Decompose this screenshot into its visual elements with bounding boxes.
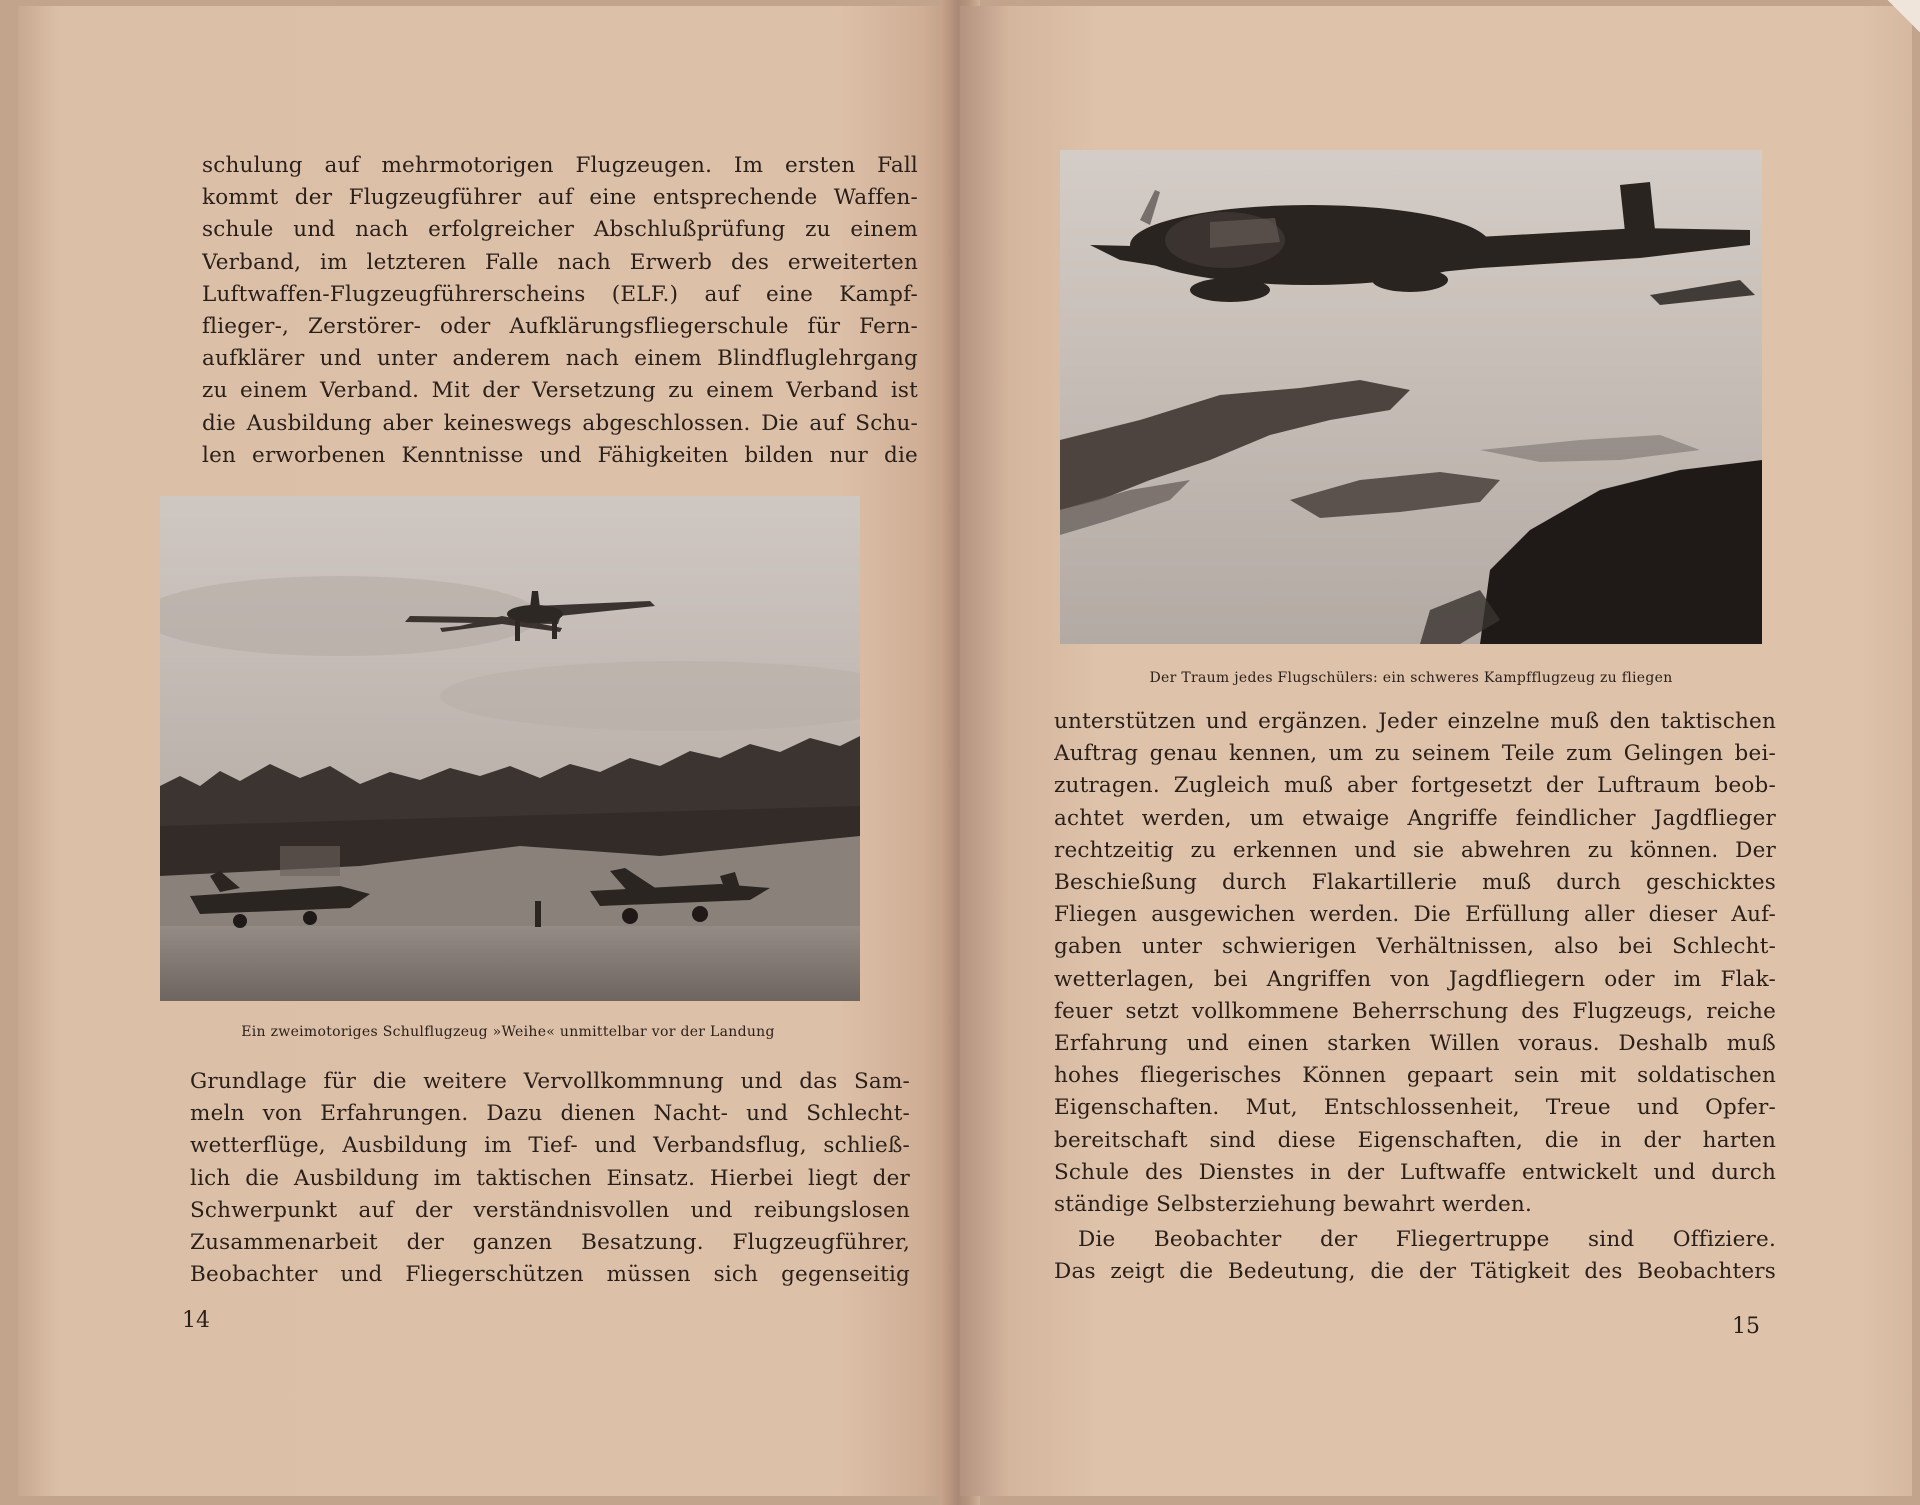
text-line: wetterflüge, Ausbildung im Tief- und Verbandsflug, schließ- (190, 1133, 910, 1159)
text-line: flieger-, Zerstörer- oder Aufklärungsfliegerschule für Fern- (202, 314, 918, 340)
trainer-landing-photo (160, 496, 860, 1001)
trainer-landing-image (160, 496, 860, 1001)
text-line: lich die Ausbildung im taktischen Einsatz. Hierbei liegt der (190, 1165, 910, 1191)
text-line: Das zeigt die Bedeutung, die der Tätigkeit des Beobachters (1054, 1259, 1776, 1285)
text-line: kommt der Flugzeugführer auf eine entsprechende Waffen- (202, 185, 918, 211)
left-page (18, 6, 958, 1496)
left-photo-caption: Ein zweimotoriges Schulflugzeug »Weihe« unmittelbar vor der Landung (241, 1024, 775, 1040)
right-page-number: 15 (1732, 1314, 1760, 1339)
page-corner-fold (1880, 0, 1920, 40)
text-line: zu einem Verband. Mit der Versetzung zu einem Verband ist (202, 378, 918, 404)
right-photo-caption: Der Traum jedes Flugschülers: ein schweres Kampfflugzeug zu fliegen (1149, 670, 1673, 686)
text-line: hohes fliegerisches Können gepaart sein mit soldatischen (1054, 1063, 1776, 1089)
bomber-flight-image (1060, 150, 1762, 644)
text-line: Eigenschaften. Mut, Entschlossenheit, Treue und Opfer- (1054, 1095, 1776, 1121)
text-line: bereitschaft sind diese Eigenschaften, die in der harten (1054, 1127, 1776, 1153)
text-line: zutragen. Zugleich muß aber fortgesetzt der Luftraum beob- (1054, 773, 1776, 799)
text-line: Schule des Dienstes in der Luftwaffe entwickelt und durch (1054, 1159, 1776, 1185)
text-line: aufklärer und unter anderem nach einem Blindfluglehrgang (202, 346, 918, 372)
text-line: rechtzeitig zu erkennen und sie abwehren zu können. Der (1054, 837, 1776, 863)
text-line: Grundlage für die weitere Vervollkommnung und das Sam- (190, 1069, 910, 1094)
text-line: ständige Selbsterziehung bewahrt werden. (1054, 1192, 1533, 1218)
text-line: Erfahrung und einen starken Willen voraus. Deshalb muß (1054, 1031, 1776, 1057)
left-bottom-paragraph (190, 1066, 910, 1291)
text-line: meln von Erfahrungen. Dazu dienen Nacht- und Schlecht- (190, 1101, 910, 1127)
text-line: feuer setzt vollkommene Beherrschung des Flugzeugs, reiche (1054, 998, 1776, 1024)
left-page-number: 14 (182, 1308, 210, 1333)
text-line: Schwerpunkt auf der verständnisvollen und reibungslosen (190, 1197, 910, 1223)
text-line: Beobachter und Fliegerschützen müssen sich gegenseitig (190, 1262, 910, 1288)
text-line: unterstützen und ergänzen. Jeder einzelne muß den taktischen (1054, 709, 1776, 734)
text-line: die Ausbildung aber keineswegs abgeschlossen. Die auf Schu- (202, 410, 918, 436)
text-line: Beschießung durch Flakartillerie muß durch geschicktes (1054, 870, 1776, 896)
text-line: Fliegen ausgewichen werden. Die Erfüllung aller dieser Auf- (1054, 902, 1776, 928)
text-line: Zusammenarbeit der ganzen Besatzung. Flugzeugführer, (190, 1230, 910, 1256)
text-line: gaben unter schwierigen Verhältnissen, also bei Schlecht- (1054, 934, 1776, 960)
right-paragraph (1054, 706, 1776, 1221)
text-line: len erworbenen Kenntnisse und Fähigkeiten bilden nur die (202, 442, 918, 468)
left-top-paragraph (202, 150, 918, 472)
text-line: achtet werden, um etwaige Angriffe feindlicher Jagdflieger (1054, 805, 1776, 831)
bomber-flight-photo (1060, 150, 1762, 644)
text-line: Die Beobachter der Fliegertruppe sind Offiziere. (1078, 1227, 1776, 1252)
right-page (960, 6, 1912, 1496)
text-line: Auftrag genau kennen, um zu seinem Teile zum Gelingen bei- (1054, 741, 1776, 767)
text-line: wetterlagen, bei Angriffen von Jagdfliegern oder im Flak- (1054, 966, 1776, 992)
right-second-paragraph (1054, 1224, 1776, 1288)
text-line: Luftwaffen-Flugzeugführerscheins (ELF.) auf eine Kampf- (202, 281, 918, 307)
text-line: schule und nach erfolgreicher Abschlußprüfung zu einem (202, 217, 918, 243)
text-line: schulung auf mehrmotorigen Flugzeugen. Im ersten Fall (202, 153, 918, 178)
text-line: Verband, im letzteren Falle nach Erwerb des erweiterten (202, 249, 918, 275)
